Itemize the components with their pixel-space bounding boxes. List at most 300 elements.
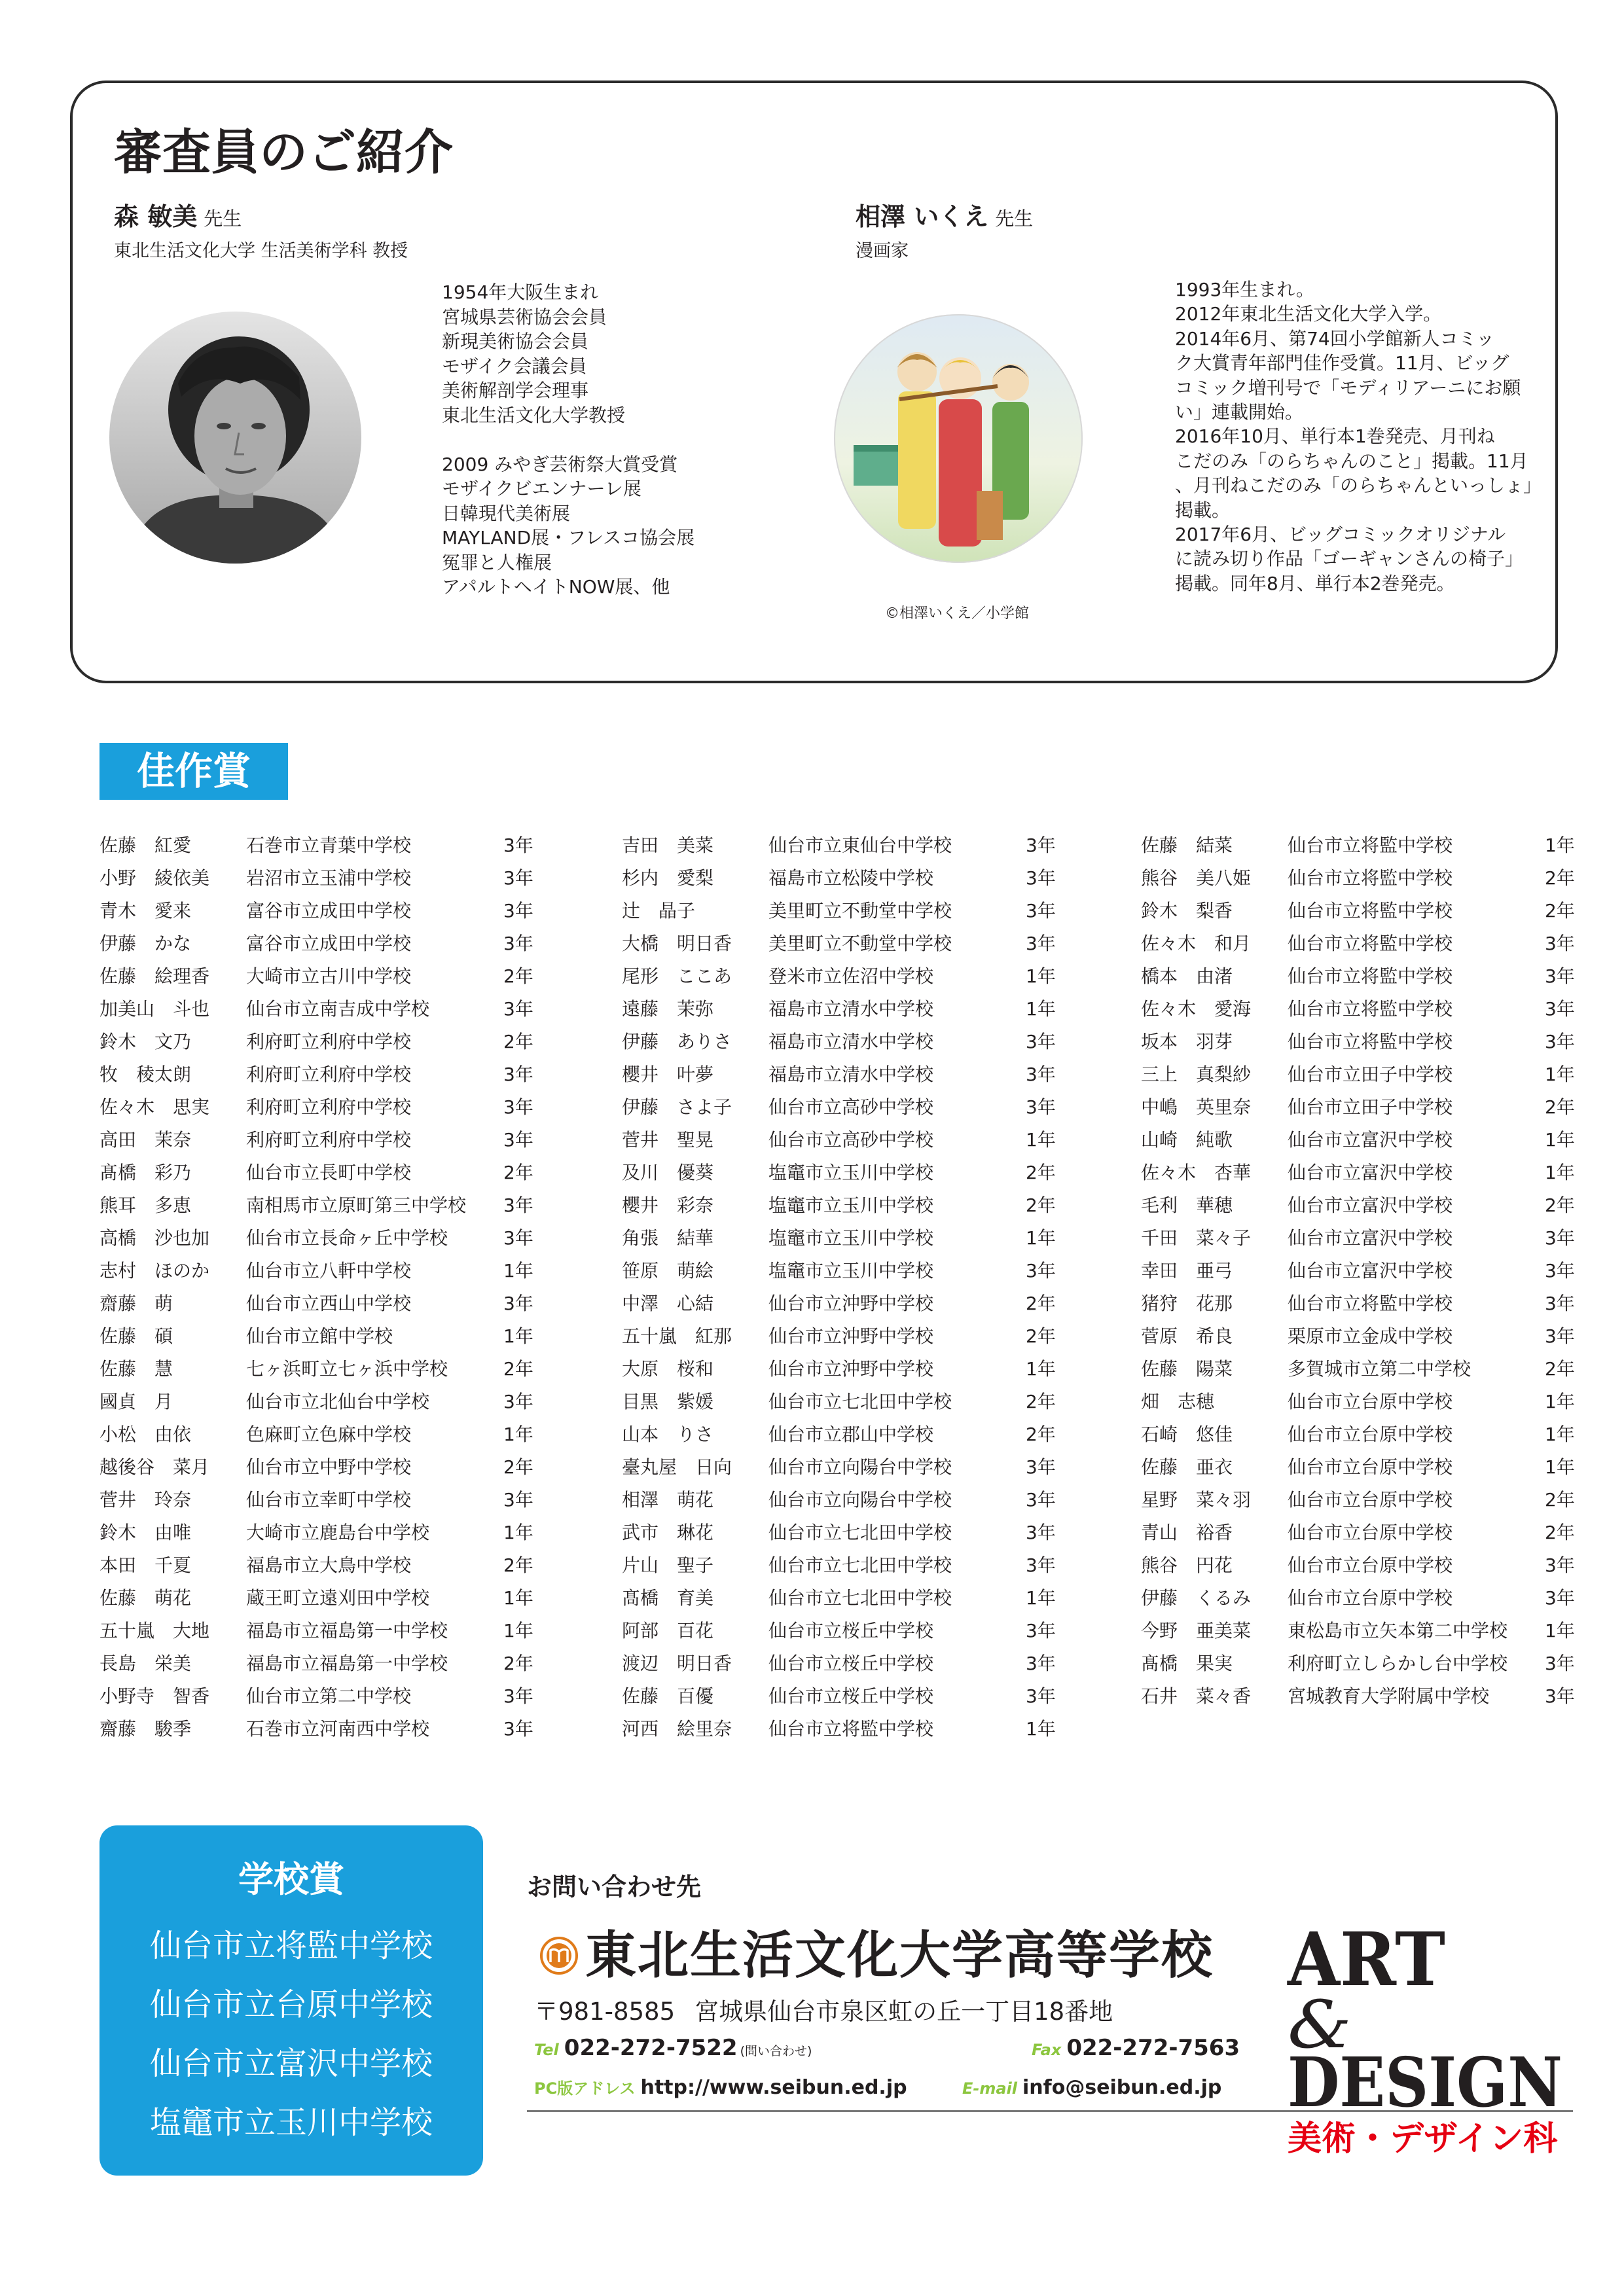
winner-school: 仙台市立高砂中学校 — [768, 1129, 934, 1151]
winner-grade: 3年 — [503, 1064, 533, 1085]
winner-grade: 3年 — [1026, 900, 1056, 922]
winner-name: 佐々木 杏華 — [1141, 1162, 1252, 1183]
winner-school: 塩竈市立玉川中学校 — [768, 1227, 934, 1249]
winner-grade: 3年 — [1545, 1587, 1575, 1609]
winner-school: 仙台市立中野中学校 — [246, 1456, 412, 1478]
bio-line: 2017年6月、ビッグコミックオリジナル — [1175, 524, 1506, 546]
winner-name: 菅井 聖晃 — [622, 1129, 714, 1151]
winner-grade: 1年 — [503, 1260, 533, 1282]
winner-row — [622, 1353, 1067, 1386]
winner-school: 仙台市立第二中学校 — [246, 1685, 412, 1707]
winner-school: 仙台市立桜丘中学校 — [768, 1620, 934, 1641]
bio-line: 掲載。同年8月、単行本2巻発売。 — [1175, 572, 1455, 594]
winner-school: 仙台市立将監中学校 — [1288, 933, 1453, 954]
winner-name: 坂本 羽芽 — [1141, 1031, 1233, 1052]
bio-line: い」連載開始。 — [1175, 401, 1304, 423]
winner-name: 星野 菜々羽 — [1141, 1489, 1252, 1511]
winner-name: 伊藤 さよ子 — [622, 1096, 732, 1118]
winner-grade: 2年 — [503, 965, 533, 987]
winner-grade: 2年 — [1026, 1424, 1056, 1445]
tel-note: (問い合わせ) — [740, 2044, 812, 2058]
winner-name: 河西 絵里奈 — [622, 1718, 732, 1740]
winner-grade: 1年 — [1545, 1129, 1575, 1151]
logo-art: ART — [1287, 1924, 1445, 2003]
winner-school: 美里町立不動堂中学校 — [768, 933, 952, 954]
bio-line: MAYLAND展・フレスコ協会展 — [442, 527, 695, 548]
winner-grade: 2年 — [503, 1162, 533, 1183]
fax-number: 022-272-7563 — [1066, 2035, 1240, 2061]
winner-row — [1141, 1189, 1586, 1222]
winner-name: 猪狩 花那 — [1141, 1293, 1233, 1314]
winner-school: 仙台市立東仙台中学校 — [768, 834, 952, 856]
winner-grade: 1年 — [1026, 998, 1056, 1020]
winner-row — [1141, 1222, 1586, 1255]
winner-grade: 3年 — [1026, 1522, 1056, 1543]
winner-row — [1141, 1255, 1586, 1287]
winner-school: 仙台市立七北田中学校 — [768, 1522, 952, 1543]
winner-school: 福島市立清水中学校 — [768, 998, 934, 1020]
winner-grade: 3年 — [1026, 867, 1056, 889]
winner-school: 仙台市立高砂中学校 — [768, 1096, 934, 1118]
winner-row — [99, 993, 545, 1026]
winner-school: 福島市立福島第一中学校 — [246, 1620, 448, 1641]
winner-name: 櫻井 彩奈 — [622, 1194, 714, 1216]
winner-row — [99, 1516, 545, 1549]
winner-school: 仙台市立七北田中学校 — [768, 1587, 952, 1609]
winner-name: 角張 結華 — [622, 1227, 714, 1249]
winner-grade: 3年 — [1545, 1260, 1575, 1282]
winner-row — [1141, 927, 1586, 960]
winner-row — [622, 1418, 1067, 1451]
winner-row — [1141, 1647, 1586, 1680]
winner-row — [99, 1189, 545, 1222]
winner-grade: 1年 — [503, 1522, 533, 1543]
winner-grade: 3年 — [503, 900, 533, 922]
winner-row — [99, 1582, 545, 1615]
winner-name: 齋藤 萌 — [99, 1293, 173, 1314]
winner-school: 仙台市立将監中学校 — [1288, 965, 1453, 987]
winner-grade: 3年 — [503, 1227, 533, 1249]
winner-grade: 3年 — [1026, 1489, 1056, 1511]
school-award-item: 仙台市立将監中学校 — [149, 1928, 433, 1964]
bio-line: 宮城県芸術協会会員 — [442, 306, 607, 328]
winner-name: 鈴木 由唯 — [99, 1522, 192, 1543]
winner-school: 仙台市立将監中学校 — [1288, 1293, 1453, 1314]
winner-grade: 1年 — [1545, 1424, 1575, 1445]
winner-grade: 3年 — [503, 933, 533, 954]
winner-grade: 2年 — [503, 1554, 533, 1576]
winner-name: 相澤 萌花 — [622, 1489, 714, 1511]
winner-row — [622, 1189, 1067, 1222]
winner-row — [1141, 829, 1586, 862]
winner-name: 畑 志穂 — [1141, 1391, 1215, 1412]
bio-line: 1993年生まれ。 — [1175, 279, 1314, 300]
judge-2-name-line — [856, 204, 1033, 229]
winner-name: 齋藤 駿季 — [99, 1718, 192, 1740]
winner-row — [622, 1582, 1067, 1615]
winner-name: 志村 ほのか — [99, 1260, 210, 1282]
winner-row — [99, 1222, 545, 1255]
winner-row — [622, 1516, 1067, 1549]
winner-school: 利府町立利府中学校 — [246, 1064, 412, 1085]
winner-grade: 3年 — [1026, 1064, 1056, 1085]
winner-name: 伊藤 くるみ — [1141, 1587, 1252, 1609]
winner-school: 仙台市立館中学校 — [246, 1325, 393, 1347]
winner-school: 仙台市立富沢中学校 — [1288, 1227, 1453, 1249]
winner-row — [99, 829, 545, 862]
winner-row — [622, 960, 1067, 993]
winner-row — [99, 1026, 545, 1058]
winner-grade: 2年 — [1026, 1325, 1056, 1347]
web-row — [534, 2075, 907, 2100]
winner-school: 福島市立清水中学校 — [768, 1064, 934, 1085]
winner-row — [99, 1484, 545, 1516]
winner-row — [622, 1320, 1067, 1353]
winner-name: 佐々木 思実 — [99, 1096, 210, 1118]
winner-school: 福島市立松陵中学校 — [768, 867, 934, 889]
winner-row — [622, 862, 1067, 895]
winner-name: 小松 由依 — [99, 1424, 192, 1445]
school-crest-icon — [539, 1936, 579, 1975]
winner-grade: 3年 — [1545, 1653, 1575, 1674]
bio-line: 掲載。 — [1175, 499, 1231, 521]
honorable-mention-label: 佳作賞 — [99, 743, 288, 800]
winner-row — [622, 1386, 1067, 1418]
winner-name: 佐藤 絵理香 — [99, 965, 210, 987]
winner-school: 仙台市立台原中学校 — [1288, 1554, 1453, 1576]
winner-row — [1141, 1124, 1586, 1157]
logo-ampersand: & — [1288, 1986, 1352, 2063]
winner-name: 五十嵐 大地 — [99, 1620, 210, 1641]
winner-school: 仙台市立将監中学校 — [1288, 900, 1453, 922]
department-name: 美術・デザイン科 — [1288, 2119, 1558, 2159]
winner-school: 石巻市立青葉中学校 — [246, 834, 412, 856]
winner-name: 遠藤 茉弥 — [622, 998, 714, 1020]
winners-column-1 — [99, 829, 545, 1746]
winner-name: 山崎 純歌 — [1141, 1129, 1233, 1151]
winner-name: 牧 稜太朗 — [99, 1064, 192, 1085]
bio-line: に読み切り作品「ゴーギャンさんの椅子」 — [1175, 548, 1524, 570]
winner-row — [99, 895, 545, 927]
winner-row — [1141, 1451, 1586, 1484]
winner-name: 伊藤 ありさ — [622, 1031, 732, 1052]
winner-name: 伊藤 かな — [99, 933, 192, 954]
winner-name: 國貞 月 — [99, 1391, 173, 1412]
winner-school: 仙台市立向陽台中学校 — [768, 1456, 952, 1478]
winner-grade: 1年 — [503, 1424, 533, 1445]
winner-row — [99, 1680, 545, 1713]
winner-school: 岩沼市立玉浦中学校 — [246, 867, 412, 889]
winner-grade: 3年 — [1026, 1685, 1056, 1707]
winner-grade: 3年 — [503, 998, 533, 1020]
school-award-item: 塩竈市立玉川中学校 — [149, 2104, 433, 2141]
tel-row — [534, 2036, 812, 2063]
winner-grade: 1年 — [1545, 1064, 1575, 1085]
winner-name: 熊耳 多恵 — [99, 1194, 192, 1216]
bio-line: 2016年10月、単行本1巻発売、月刊ね — [1175, 425, 1495, 448]
school-award-item: 仙台市立富沢中学校 — [149, 2045, 433, 2082]
winner-row — [622, 1287, 1067, 1320]
winner-name: 櫻井 叶夢 — [622, 1064, 714, 1085]
winner-grade: 2年 — [1545, 1194, 1575, 1216]
winner-school: 登米市立佐沼中学校 — [768, 965, 934, 987]
winner-grade: 1年 — [1026, 1129, 1056, 1151]
winner-name: 佐藤 碩 — [99, 1325, 173, 1347]
winner-grade: 3年 — [1545, 933, 1575, 954]
winner-school: 仙台市立幸町中学校 — [246, 1489, 412, 1511]
winner-row — [99, 1157, 545, 1189]
winner-grade: 2年 — [1026, 1293, 1056, 1314]
winner-name: 加美山 斗也 — [99, 998, 210, 1020]
winner-school: 南相馬市立原町第三中学校 — [246, 1194, 467, 1216]
winner-row — [1141, 1418, 1586, 1451]
winner-row — [1141, 862, 1586, 895]
winner-row — [622, 1680, 1067, 1713]
winner-school: 仙台市立向陽台中学校 — [768, 1489, 952, 1511]
winner-name: 佐藤 萌花 — [99, 1587, 192, 1609]
winner-row — [99, 1615, 545, 1647]
winner-grade: 2年 — [503, 1358, 533, 1380]
winner-row — [622, 1157, 1067, 1189]
winner-grade: 3年 — [503, 1129, 533, 1151]
judge-1-affiliation: 東北生活文化大学 生活美術学科 教授 — [114, 241, 408, 261]
winner-grade: 3年 — [1026, 1653, 1056, 1674]
winner-row — [1141, 1615, 1586, 1647]
winner-row — [99, 1287, 545, 1320]
winner-name: 熊谷 美八姫 — [1141, 867, 1252, 889]
winner-name: 千田 菜々子 — [1141, 1227, 1252, 1249]
winner-name: 長島 栄美 — [99, 1653, 192, 1674]
winner-grade: 2年 — [1545, 1489, 1575, 1511]
winner-row — [1141, 1516, 1586, 1549]
winner-grade: 2年 — [503, 1456, 533, 1478]
winner-school: 利府町立利府中学校 — [246, 1031, 412, 1052]
winner-name: 目黒 紫媛 — [622, 1391, 714, 1412]
winner-grade: 1年 — [1545, 1620, 1575, 1641]
winner-name: 菅井 玲奈 — [99, 1489, 192, 1511]
winner-grade: 1年 — [1545, 1162, 1575, 1183]
winner-row — [99, 1713, 545, 1746]
winner-row — [99, 862, 545, 895]
winner-grade: 2年 — [503, 1653, 533, 1674]
winner-grade: 3年 — [1545, 965, 1575, 987]
winner-row — [99, 927, 545, 960]
winner-grade: 1年 — [1026, 1587, 1056, 1609]
winner-name: 佐々木 愛海 — [1141, 998, 1252, 1020]
winner-name: 佐藤 百優 — [622, 1685, 714, 1707]
winner-name: 山本 りさ — [622, 1424, 714, 1445]
winner-grade: 3年 — [1545, 1685, 1575, 1707]
winner-grade: 3年 — [1026, 933, 1056, 954]
winner-grade: 1年 — [1026, 1718, 1056, 1740]
judge-1-name: 森 敏美 — [114, 202, 198, 231]
winner-name: 佐藤 結菜 — [1141, 834, 1233, 856]
judge-2-honorific: 先生 — [995, 207, 1034, 230]
school-award-item: 仙台市立台原中学校 — [149, 1986, 433, 2023]
winner-grade: 3年 — [1545, 1031, 1575, 1052]
winner-row — [1141, 960, 1586, 993]
winner-name: 吉田 美菜 — [622, 834, 714, 856]
winner-school: 仙台市立富沢中学校 — [1288, 1194, 1453, 1216]
winner-school: 色麻町立色麻中学校 — [246, 1424, 412, 1445]
winner-name: 辻 晶子 — [622, 900, 696, 922]
winner-row — [622, 895, 1067, 927]
bio-line: コミック増刊号で「モディリアーニにお願 — [1175, 376, 1521, 399]
judge-2-affiliation: 漫画家 — [856, 241, 909, 261]
winner-row — [99, 1549, 545, 1582]
winner-grade: 1年 — [1545, 834, 1575, 856]
bio-line: こだのみ「のらちゃんのこと」掲載。11月 — [1175, 450, 1528, 472]
winner-name: 今野 亜美菜 — [1141, 1620, 1252, 1641]
winner-name: 毛利 華穂 — [1141, 1194, 1233, 1216]
winner-grade: 2年 — [1026, 1162, 1056, 1183]
winner-school: 仙台市立富沢中学校 — [1288, 1260, 1453, 1282]
bio-group — [1175, 278, 1542, 596]
winner-name: 笹原 萌絵 — [622, 1260, 714, 1282]
winner-grade: 1年 — [1026, 1358, 1056, 1380]
winner-row — [622, 1255, 1067, 1287]
winner-school: 蔵王町立遠刈田中学校 — [246, 1587, 430, 1609]
bio-line: モザイクビエンナーレ展 — [442, 478, 641, 499]
winner-row — [622, 1549, 1067, 1582]
winner-school: 福島市立福島第一中学校 — [246, 1653, 448, 1674]
postal-code: 〒981-8585 — [534, 1998, 676, 2026]
winner-grade: 2年 — [1545, 1358, 1575, 1380]
winners-column-2 — [622, 829, 1067, 1746]
winner-name: 青山 裕香 — [1141, 1522, 1233, 1543]
winner-school: 仙台市立富沢中学校 — [1288, 1129, 1453, 1151]
winner-row — [622, 1222, 1067, 1255]
judge-1-honorific: 先生 — [204, 207, 242, 230]
winner-school: 仙台市立八軒中学校 — [246, 1260, 412, 1282]
judge-1-photo — [109, 312, 361, 564]
winner-row — [99, 1124, 545, 1157]
winner-row — [622, 1451, 1067, 1484]
school-award-title: 学校賞 — [238, 1859, 344, 1900]
winner-row — [1141, 1157, 1586, 1189]
winner-school: 仙台市立将監中学校 — [1288, 998, 1453, 1020]
winner-name: 菅原 希良 — [1141, 1325, 1233, 1347]
winner-name: 本田 千夏 — [99, 1554, 192, 1576]
winner-grade: 3年 — [1545, 998, 1575, 1020]
winner-school: 仙台市立南吉成中学校 — [246, 998, 430, 1020]
winner-school: 仙台市立七北田中学校 — [768, 1391, 952, 1412]
winner-row — [99, 1320, 545, 1353]
bio-group — [442, 452, 695, 600]
winner-row — [99, 1353, 545, 1386]
winner-name: 幸田 亜弓 — [1141, 1260, 1233, 1282]
fax-label: Fax — [1032, 2041, 1062, 2059]
judge-2-illustration — [834, 314, 1083, 563]
winner-school: 仙台市立北仙台中学校 — [246, 1391, 430, 1412]
winner-grade: 2年 — [503, 1031, 533, 1052]
winner-row — [622, 993, 1067, 1026]
email-label: E-mail — [962, 2079, 1018, 2098]
winner-school: 仙台市立桜丘中学校 — [768, 1685, 934, 1707]
winner-school: 仙台市立台原中学校 — [1288, 1391, 1453, 1412]
winner-name: 片山 聖子 — [622, 1554, 714, 1576]
bio-line: モザイク会議会員 — [442, 355, 587, 377]
bio-line: 1954年大阪生まれ — [442, 281, 599, 303]
winner-name: 石崎 悠佳 — [1141, 1424, 1233, 1445]
fax-row — [1032, 2036, 1240, 2062]
winner-row — [1141, 1549, 1586, 1582]
winner-grade: 3年 — [1026, 1554, 1056, 1576]
winner-school: 東松島市立矢本第二中学校 — [1288, 1620, 1508, 1641]
winner-school: 仙台市立田子中学校 — [1288, 1064, 1453, 1085]
web-url: http://www.seibun.ed.jp — [640, 2076, 907, 2099]
winner-school: 石巻市立河南西中学校 — [246, 1718, 430, 1740]
winner-school: 仙台市立富沢中学校 — [1288, 1162, 1453, 1183]
winner-name: 鈴木 文乃 — [99, 1031, 192, 1052]
winner-grade: 2年 — [1026, 1194, 1056, 1216]
winner-name: 中澤 心結 — [622, 1293, 714, 1314]
winner-name: 越後谷 菜月 — [99, 1456, 210, 1478]
winner-row — [99, 1647, 545, 1680]
winner-school: 仙台市立郡山中学校 — [768, 1424, 934, 1445]
winner-row — [1141, 1320, 1586, 1353]
bio-line: 、月刊ねこだのみ「のらちゃんといっしょ」 — [1175, 475, 1542, 497]
winner-name: 鈴木 梨香 — [1141, 900, 1233, 922]
street-address: 宮城県仙台市泉区虹の丘一丁目18番地 — [695, 1998, 1113, 2026]
winner-name: 髙橋 育美 — [622, 1587, 714, 1609]
winner-grade: 3年 — [503, 1391, 533, 1412]
winner-name: 小野寺 智香 — [99, 1685, 210, 1707]
winner-row — [1141, 895, 1586, 927]
winner-name: 佐藤 亜衣 — [1141, 1456, 1233, 1478]
winner-name: 大橋 明日香 — [622, 933, 732, 954]
tel-number: 022-272-7522 — [564, 2035, 738, 2061]
judge-1-name-line — [114, 204, 242, 229]
winner-grade: 2年 — [1545, 867, 1575, 889]
winners-column-3 — [1141, 829, 1586, 1713]
winner-name: 佐藤 陽菜 — [1141, 1358, 1233, 1380]
winner-grade: 3年 — [1545, 1227, 1575, 1249]
winner-row — [622, 1713, 1067, 1746]
judges-title: 審査員のご紹介 — [114, 124, 453, 181]
bio-line: 2014年6月、第74回小学館新人コミッ — [1175, 327, 1495, 350]
bio-line: 冤罪と人権展 — [442, 551, 552, 573]
winner-row — [1141, 1026, 1586, 1058]
winner-row — [622, 829, 1067, 862]
winner-row — [99, 1255, 545, 1287]
winner-school: 仙台市立台原中学校 — [1288, 1587, 1453, 1609]
winner-row — [622, 1026, 1067, 1058]
judge-1-bio — [442, 280, 695, 600]
contact-heading: お問い合わせ先 — [527, 1873, 702, 1901]
winner-name: 髙橋 果実 — [1141, 1653, 1233, 1674]
winner-name: 高橋 沙也加 — [99, 1227, 210, 1249]
school-name: 東北生活文化大学高等学校 — [585, 1926, 1214, 1985]
winner-grade: 3年 — [503, 1293, 533, 1314]
bio-line: 2012年東北生活文化大学入学。 — [1175, 303, 1442, 325]
winner-name: 佐藤 慧 — [99, 1358, 173, 1380]
winner-school: 富谷市立成田中学校 — [246, 900, 412, 922]
winner-name: 中嶋 英里奈 — [1141, 1096, 1252, 1118]
winner-row — [1141, 1386, 1586, 1418]
winner-name: 石井 菜々香 — [1141, 1685, 1252, 1707]
winner-school: 仙台市立桜丘中学校 — [768, 1653, 934, 1674]
winner-school: 大崎市立古川中学校 — [246, 965, 412, 987]
winner-grade: 3年 — [503, 834, 533, 856]
winner-school: 福島市立大鳥中学校 — [246, 1554, 412, 1576]
winner-grade: 3年 — [1026, 1031, 1056, 1052]
winner-name: 及川 優葵 — [622, 1162, 714, 1183]
winner-school: 利府町立利府中学校 — [246, 1129, 412, 1151]
winner-name: 大原 桜和 — [622, 1358, 714, 1380]
winner-grade: 3年 — [503, 1489, 533, 1511]
bio-line: アパルトヘイトNOW展、他 — [442, 576, 670, 598]
